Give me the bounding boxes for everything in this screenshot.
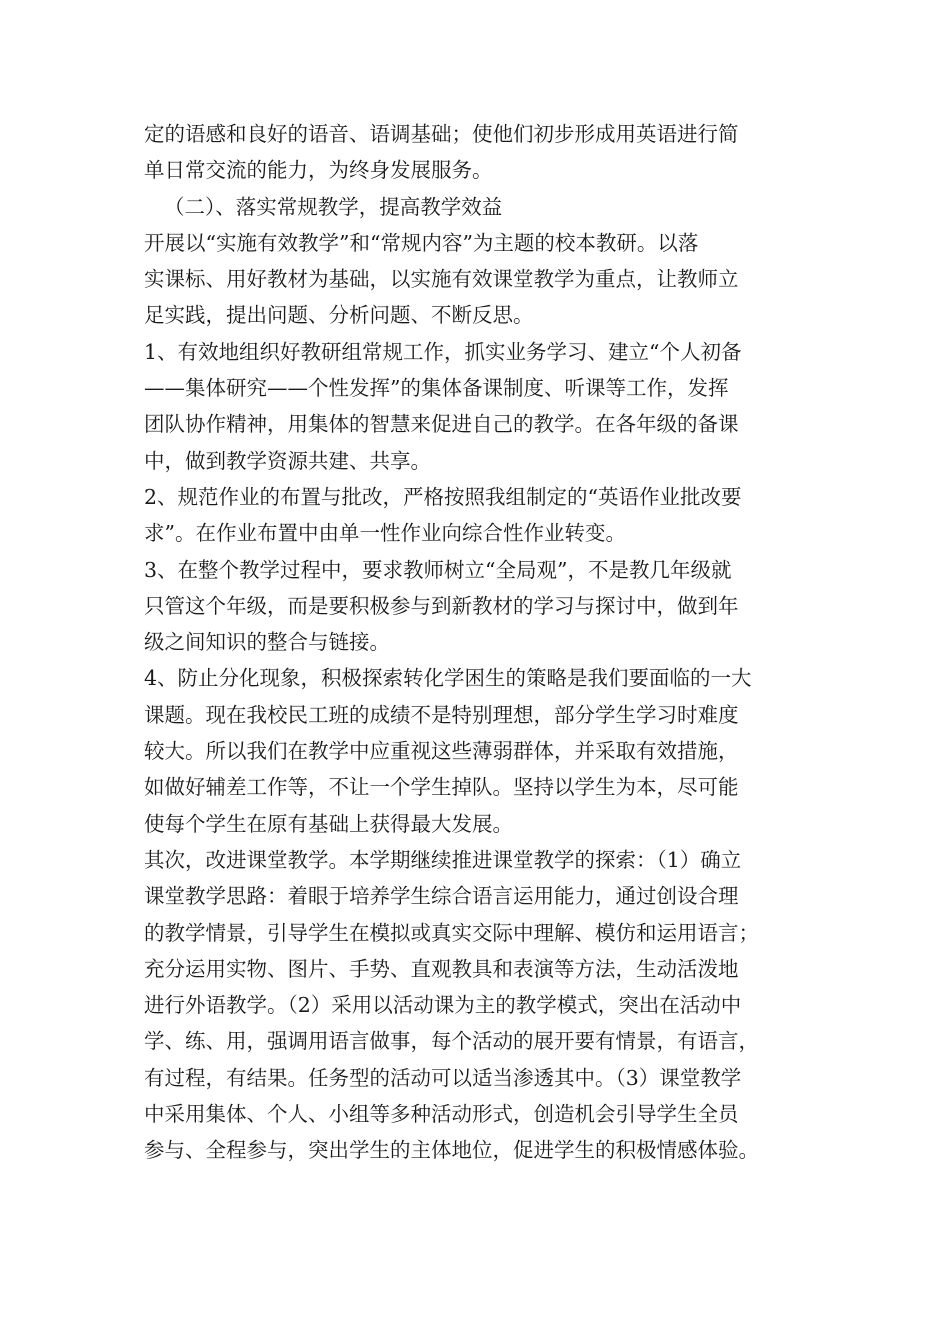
text-line: 中采用集体、个人、小组等多种活动形式，创造机会引导学生全员: [144, 1102, 739, 1127]
text-line: 定的语感和良好的语音、语调基础；使他们初步形成用英语进行简: [144, 122, 739, 146]
text-line: 中，做到教学资源共建、共享。: [144, 448, 431, 473]
text-line: 开展以“实施有效教学”和“常规内容”为主题的校本教研。以落: [144, 230, 699, 255]
text-line: ——集体研究——个性发挥”的集体备课制度、听课等工作，发挥: [144, 376, 729, 401]
text-line: 如做好辅差工作等，不让一个学生掉队。坚持以学生为本，尽可能: [144, 775, 739, 800]
text-line: 4、防止分化现象，积极探索转化学困生的策略是我们要面临的一大: [144, 666, 752, 691]
text-line: 3、在整个教学过程中，要求教师树立“全局观”，不是教几年级就: [144, 557, 732, 582]
text-line: 课堂教学思路：着眼于培养学生综合语言运用能力，通过创设合理: [144, 884, 739, 909]
text-line: 只管这个年级，而是要积极参与到新教材的学习与探讨中，做到年: [144, 593, 739, 618]
text-line: 求”。在作业布置中由单一性作业向综合性作业转变。: [144, 521, 626, 546]
text-line: 团队协作精神，用集体的智慧来促进自己的教学。在各年级的备课: [144, 412, 739, 437]
text-line: 有过程，有结果。任务型的活动可以适当渗透其中。（3）课堂教学: [144, 1065, 742, 1090]
text-line: 2、规范作业的布置与批改，严格按照我组制定的“英语作业批改要: [144, 484, 742, 509]
document-body: [144, 116, 809, 1169]
section-heading: （二）、落实常规教学，提高教学效益: [164, 194, 503, 219]
text-line: 参与、全程参与，突出学生的主体地位，促进学生的积极情感体验。: [144, 1138, 759, 1163]
text-line: 足实践，提出问题、分析问题、不断反思。: [144, 303, 534, 328]
text-line: 学、练、用，强调用语言做事，每个活动的展开要有情景，有语言，: [144, 1029, 759, 1054]
text-line: 课题。现在我校民工班的成绩不是特别理想，部分学生学习时难度: [144, 702, 739, 727]
text-line: 充分运用实物、图片、手势、直观教具和表演等方法，生动活泼地: [144, 956, 739, 981]
text-line: 单日常交流的能力，为终身发展服务。: [144, 158, 493, 183]
text-line: 较大。所以我们在教学中应重视这些薄弱群体，并采取有效措施，: [144, 739, 739, 764]
text-line: 1、有效地组织好教研组常规工作，抓实业务学习、建立“个人初备: [144, 339, 742, 364]
text-line: 进行外语教学。（2）采用以活动课为主的教学模式，突出在活动中: [144, 993, 742, 1018]
text-line: 级之间知识的整合与链接。: [144, 630, 390, 655]
text-line: 的教学情景，引导学生在模拟或真实交际中理解、模仿和运用语言；: [144, 920, 759, 945]
text-line: 使每个学生在原有基础上获得最大发展。: [144, 811, 513, 836]
text-line: 其次，改进课堂教学。本学期继续推进课堂教学的探索：（1）确立: [144, 847, 742, 872]
text-line: 实课标、用好教材为基础，以实施有效课堂教学为重点，让教师立: [144, 267, 739, 292]
